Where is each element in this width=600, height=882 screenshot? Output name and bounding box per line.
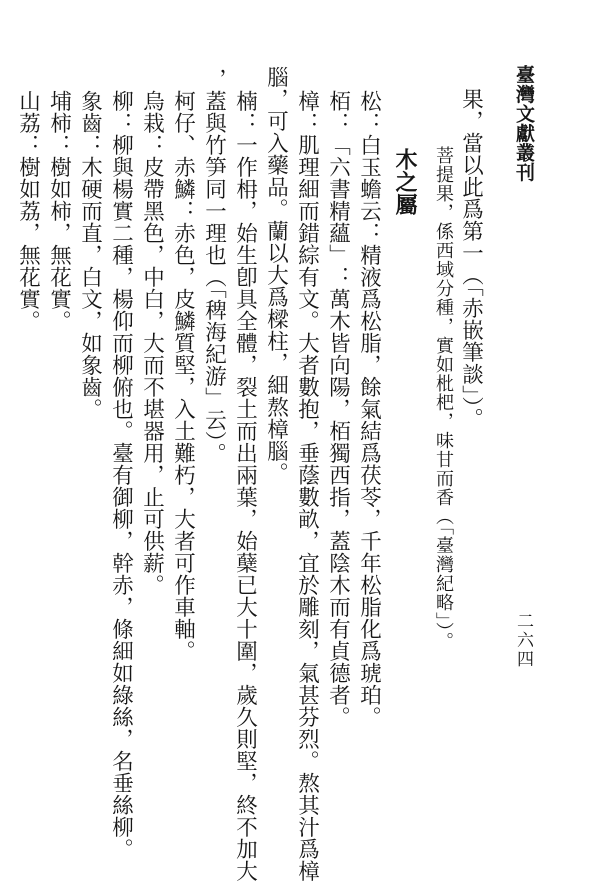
text-column: 菩提果，係西域分種，實如枇杷，味甘而香（「臺灣紀略」）。: [433, 146, 454, 651]
text-column: ，蓋與竹笋同一理也（「稗海紀游」云）。: [201, 68, 227, 465]
page-number: 二六四: [513, 612, 533, 669]
text-column: 松：白玉蟾云：精液爲松脂，餘氣結爲茯苓，千年松脂化爲琥珀。: [356, 90, 382, 728]
text-column: 柳：柳與楊實二種，楊仰而柳俯也。臺有御柳，幹赤，條細如綠絲，名垂絲柳。: [108, 90, 134, 860]
text-column: 烏栽：皮帶黑色，中白，大而不堪器用，止可供薪。: [139, 90, 165, 596]
text-column: 栢：「六書精蘊」：萬木皆向陽，栢獨西指，蓋陰木而有貞德者。: [325, 90, 351, 728]
running-title: 臺灣文獻叢刊: [513, 65, 535, 182]
text-column: 埔柿：樹如柿，無花實。: [46, 90, 72, 332]
section-title: 木之屬: [392, 148, 418, 216]
text-column: 象齒：木硬而直，白文，如象齒。: [77, 90, 103, 420]
text-column: 楠：一作枏，始生卽具全體，裂土而出兩葉，始蘖已大十圍，歲久則堅，終不加大: [232, 90, 258, 882]
text-column: 果，當以此爲第一（「赤嵌筆談」）。: [458, 88, 484, 430]
text-column: 樟：肌理細而錯綜有文。大者數抱，垂蔭數畝，宜於雕刻，氣甚芬烈。熬其汁爲樟: [294, 90, 320, 882]
text-column: 柯仔、赤鱗：赤色，皮鱗質堅，入土難朽，大者可作車軸。: [170, 90, 196, 662]
text-column: 腦，可入藥品。蘭以大爲樑柱，細熬樟腦。: [263, 66, 289, 484]
text-column: 山荔：樹如荔，無花實。: [15, 90, 41, 332]
